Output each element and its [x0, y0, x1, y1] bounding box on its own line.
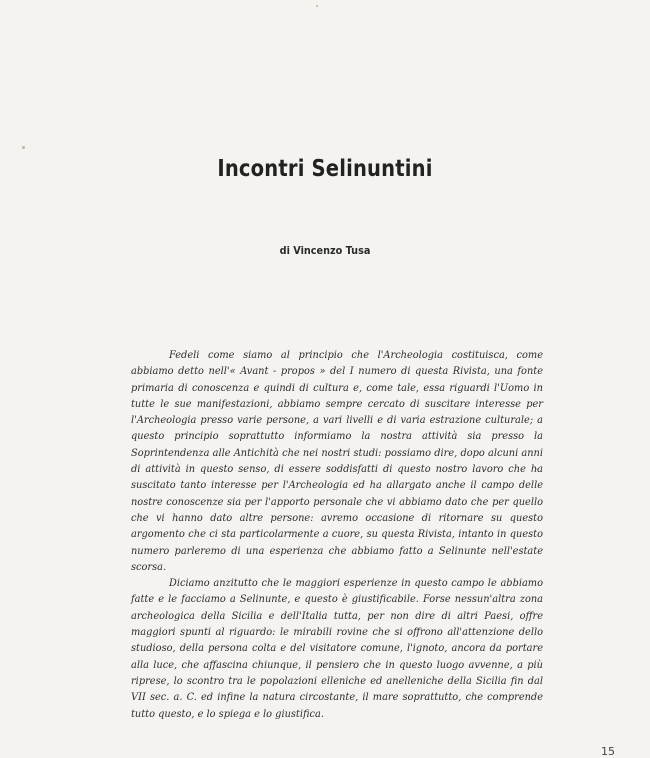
article-title: Incontri Selinuntini — [217, 156, 433, 182]
body-paragraph: Diciamo anzitutto che le maggiori esperienze in questo campo le abbiamo fatte e le facciamo a Selinunte, e questo è giustificabile. Forse nessun'altra zona archeologica della Sicilia e dell'Italia tutta, per non dire di altri Paesi, offre maggiori spunti al riguardo: le mirabili rovine che si offrono all'attenzione dello studioso, della persona colta e del visitatore comune, l'ignoto, ancora da portare alla luce, che affascina chiunque, il pensiero che in questo luogo avvenne, a più riprese, lo scontro tra le popolazioni elleniche ed anelleniche della Sicilia fin dal VII sec. a. C. ed infine la natura circostante, il mare soprattutto, che comprende tutto questo, e lo spiega e lo giustifica. — [131, 578, 543, 720]
page-number: 15 — [601, 745, 615, 758]
paper-speck — [316, 5, 318, 7]
article-author: di Vincenzo Tusa — [279, 244, 371, 257]
article-body — [131, 348, 543, 723]
paper-speck — [22, 146, 25, 149]
body-paragraph: Fedeli come siamo al principio che l'Archeologia costituisca, come abbiamo detto nell'« Avant - propos » del I numero di questa Rivista, una fonte primaria di conoscenza e quindi di cultura e, come tale, essa riguardi l'Uomo in tutte le sue manifestazioni, abbiamo sempre cercato di suscitare interesse per l'Archeologia presso varie persone, a vari livelli e di varia estrazione culturale; a questo principio soprattutto informiamo la nostra attività sia presso la Soprintendenza alle Antichità che nei nostri studi: possiamo dire, dopo alcuni anni di attività in questo senso, di essere soddisfatti di questo nostro lavoro che ha suscitato tanto interesse per l'Archeologia ed ha allargato anche il campo delle nostre conoscenze sia per l'apporto personale che vi abbiamo dato che per quello che vi hanno dato altre persone: avremo occasione di ritornare su questo argomento che ci sta particolarmente a cuore, su questa Rivista, intanto in questo numero parleremo di una esperienza che abbiamo fatto a Selinunte nell'estate scorsa. — [131, 350, 543, 573]
